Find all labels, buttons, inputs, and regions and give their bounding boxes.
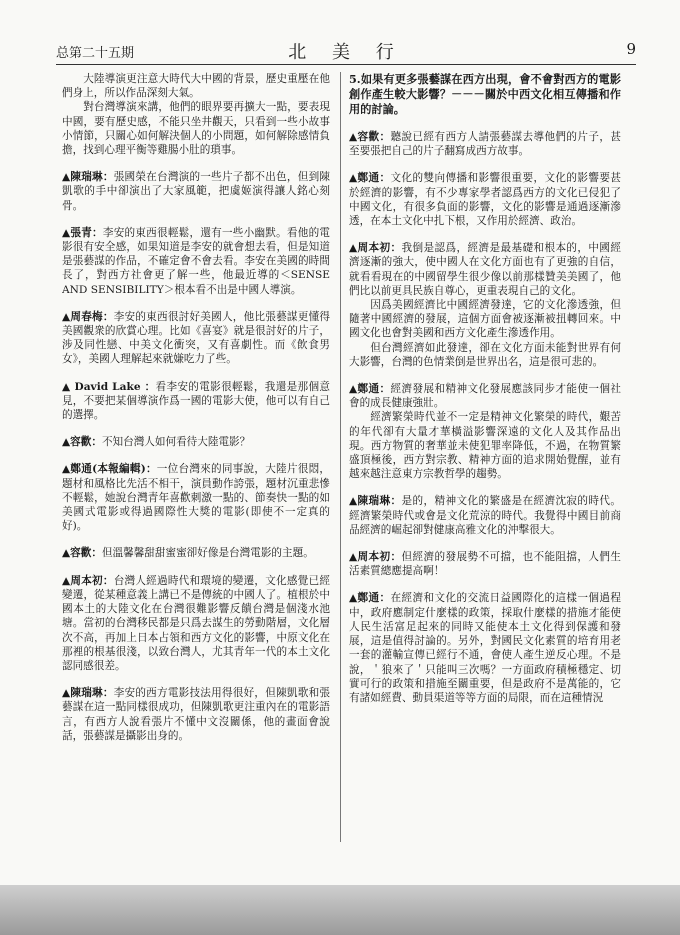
paragraph xyxy=(62,574,330,673)
question-number: 5. xyxy=(349,72,361,86)
paragraph xyxy=(349,550,621,578)
speaker-name: ▲容歡： xyxy=(349,131,391,143)
speaker-name: ▲陳瑞琳： xyxy=(62,171,114,184)
paragraph-text: 張國榮在台灣演的一些片子都不出色，但到陳凱歌的手中卻演出了大家風範，把虞姬演得讓人銘心刻骨。 xyxy=(62,171,330,212)
paragraph-text: 大陸導演更注意大時代大中國的背景，歷史重壓在他們身上，所以作品深刻大氣。 xyxy=(62,73,330,100)
speaker-name: ▲容歡： xyxy=(62,547,102,560)
speaker-name: ▲周本初： xyxy=(349,551,402,564)
speaker-name: ▲周本初： xyxy=(62,574,114,587)
page-header xyxy=(56,38,636,65)
paragraph-text: 但經濟的發展勢不可擋，也不能阻擋，人們生活素質總應提高啊！ xyxy=(349,551,621,578)
paragraph xyxy=(62,170,330,213)
magazine-title: 北 美 行 xyxy=(288,42,404,63)
paragraph xyxy=(62,226,330,297)
paragraph xyxy=(62,546,330,560)
speaker-name: ▲鄭通： xyxy=(349,172,391,185)
paragraph-text: 是的，精神文化的繁盛是在經濟沈寂的時代。經濟繁榮時代或會是文化荒涼的時代。我覺得中國目前商品經濟的崛起卻對健康高雅文化的沖擊很大。 xyxy=(349,495,621,536)
paragraph-text: 但溫馨馨甜甜蜜蜜卻好像是台灣電影的主題。 xyxy=(101,547,314,560)
paragraph xyxy=(62,72,330,100)
paragraph xyxy=(62,100,330,157)
paragraph-text: 聽說已經有西方人請張藝謀去導他們的片子，甚至要張把自己的片子翻寫成西方故事。 xyxy=(349,131,621,158)
speaker-name: ▲張青： xyxy=(62,226,103,239)
paragraph xyxy=(62,380,330,423)
issue-label: 总第二十五期 xyxy=(56,46,135,61)
speaker-name: ▲鄭通： xyxy=(349,383,391,396)
paragraph-text: 不知台灣人如何看待大陸電影？ xyxy=(101,436,251,449)
paragraph-text: 對台灣導演來講，他們的眼界要再擴大一點，要表現中國，要有歷史感，不能只坐井觀天，只看到一些小故事小情節，只關心如何解決個人的小問題，如何解除感情負擔，找到心理平衡等雞腸小肚的瑣事。 xyxy=(62,101,330,157)
paragraph xyxy=(349,494,621,537)
column-divider xyxy=(340,72,341,842)
paragraph-text: 經濟繁榮時代並不一定是精神文化繁榮的時代，艱苦的年代卻有大量才華橫溢影響深遠的文化人及其作品出現。西方物質的奢華並未使犯罪率降低，不過，在物質繁盛頂極後，西方對宗教、精神方面的追求開始覺醒，並有越來越注意東方宗教哲學的趨勢。 xyxy=(349,411,621,481)
question-text: 如果有更多張藝謀在西方出現，會不會對西方的電影創作產生較大影響？－－－關於中西文化相互傳播和作用的討論。 xyxy=(349,72,621,116)
paragraph-text: 台灣人經過時代和環境的變遷，文化感覺已經變遷，從某種意義上講已不是傳統的中國人了。植根於中國本土的大陸文化在台灣很難影響反饋台灣是個淺水池塘。當初的台灣移民都是只爲去謀生的勞動階層，文化層次不高，再加上日本占領和西方文化的影響，中原文化在那裡的根基很淺，以致台灣人，尤其青年一代的本土文化認同感很差。 xyxy=(62,574,330,672)
paragraph xyxy=(62,686,330,743)
discussion-question xyxy=(349,72,621,117)
speaker-name: ▲容歡： xyxy=(62,436,102,449)
speaker-name: ▲ David Lake ： xyxy=(62,380,156,393)
paragraph xyxy=(349,130,621,158)
paragraph-text: 文化的雙向傳播和影響很重要，文化的影響要甚於經濟的影響，有不少專家學者認爲西方的文化已侵犯了中國文化，有很多負面的影響，文化的影響是通過逐漸滲透，在本土文化中扎下根，又作用於經濟、政治。 xyxy=(349,172,621,228)
paragraph xyxy=(349,298,621,341)
paragraph xyxy=(349,241,621,298)
speaker-name: ▲鄭通(本報編輯)： xyxy=(62,463,157,476)
speaker-name: ▲陳瑞琳： xyxy=(349,495,402,508)
left-column xyxy=(62,72,330,842)
paragraph-text: 經濟發展和精神文化發展應該同步才能使一個社會的成長健康強壯。 xyxy=(349,383,621,410)
speaker-name: ▲陳瑞琳： xyxy=(62,687,114,700)
paragraph xyxy=(62,435,330,449)
page-number: 9 xyxy=(626,40,636,58)
right-column xyxy=(349,72,621,842)
paragraph-text: 我倒是認爲，經濟是最基礎和根本的，中國經濟逐漸的強大，使中國人在文化方面也有了更強的自信，就看看現在的中國留學生很少像以前那樣贊美美國了，他們比以前更具民族自尊心，更重表現自己的文化。 xyxy=(349,242,621,297)
paragraph xyxy=(349,410,621,481)
speaker-name: ▲周春梅： xyxy=(62,310,114,323)
paragraph xyxy=(349,171,621,228)
scan-edge xyxy=(0,885,680,935)
speaker-name: ▲鄭通： xyxy=(349,592,391,605)
speaker-name: ▲周本初： xyxy=(349,242,402,255)
paragraph-text: 李安的西方電影技法用得很好，但陳凱歌和張藝謀在這一點同樣很成功，但陳凱歌更注重內在的電影語言，有西方人說看張片不懂中文沒關係，他的畫面會說話，張藝謀是攝影出身的。 xyxy=(62,687,330,742)
paragraph-text: 李安的東西很討好美國人，他比張藝謀更懂得美國觀衆的欣賞心理。比如《喜宴》就是很討好的片子，涉及同性戀、中美文化衝突，又有喜劇性。而《飲食男女》，美國人理解起來就嫌吃力了些。 xyxy=(62,310,330,366)
paragraph-text: 在經濟和文化的交流日益國際化的這樣一個過程中，政府應制定什麼樣的政策，採取什麼樣的措施才能使人民生活富足起來的同時又能使本土文化得到保護和發展，這是值得討論的。另外，對國民文化素質的培育用老一套的灌輸宣傳已經行不通，會使人產生逆反心理。不是說，＇狼來了＇只能叫三次嗎？一方面政府積極穩定、切實可行的政策和措施至關重要，但是政府不是萬能的，它有諸如經費、動員渠道等等方面的局限，而在這種情況 xyxy=(349,592,621,704)
paragraph xyxy=(349,382,621,410)
paragraph xyxy=(349,341,621,369)
paragraph xyxy=(349,591,621,705)
paragraph-text: 因爲美國經濟比中國經濟發達，它的文化滲透強，但隨著中國經濟的發展，這個方面會被逐漸被扭轉回來。中國文化也會對美國和西方文化產生滲透作用。 xyxy=(349,299,621,340)
paragraph xyxy=(62,310,330,367)
paragraph xyxy=(62,462,330,533)
paragraph-text: 李安的東西很輕鬆，還有一些小幽默。看他的電影很有安全感，如果知道是李安的就會想去看，但是知道是張藝謀的作品，不確定會不會去看。李安在美國的時間長了，對西方社會更了解一些，他最近導的＜SENSE AND SENSIBILITY＞根本看不出是中國人導演。 xyxy=(62,226,330,296)
paragraph-text: 但台灣經濟如此發達，卻在文化方面未能對世界有何大影響，台灣的色情業倒是世界出名，這是很可悲的。 xyxy=(349,341,621,368)
paragraph-text: 一位台灣來的同事說，大陸片很悶，題材和風格比先活不相干，演員動作誇張，題材沉重悲慘不輕鬆，她說台灣青年喜歡刺激一點的、節奏快一點的如美國式電影或得過國際性大獎的電影(即使不一定真的好)。 xyxy=(62,463,330,533)
paragraph-text: 看李安的電影很輕鬆，我還是那個意見，不要把某個導演作爲一國的電影大使，他可以有自己的選擇。 xyxy=(62,380,330,422)
